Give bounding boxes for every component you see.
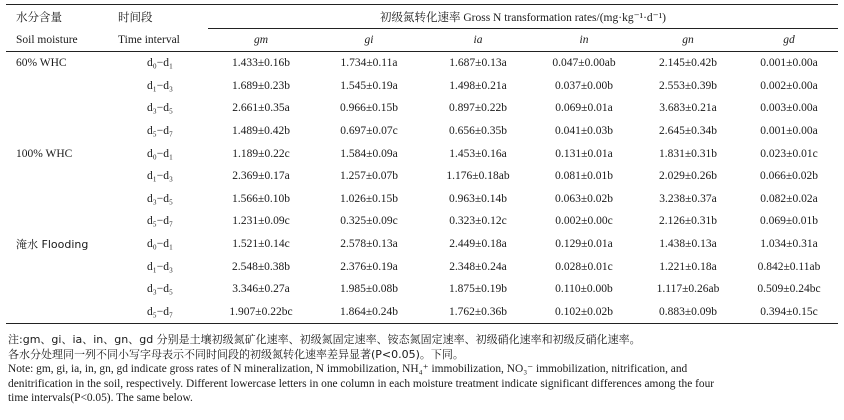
value-cell-ia: 1.687±0.13a bbox=[449, 57, 507, 70]
interval-cell: d₁−d₃ bbox=[146, 79, 173, 92]
table-notes bbox=[8, 333, 836, 406]
value-cell-gd: 0.394±0.15c bbox=[760, 305, 818, 318]
interval-cell: d₀−d₁ bbox=[146, 147, 173, 160]
moisture-cell bbox=[6, 75, 112, 98]
value-cell-gi: 1.545±0.19a bbox=[340, 79, 398, 92]
note-en-line-1: Note: gm, gi, ia, in, gn, gd indicate gross rates of N mineralization, N immobilization, NH₄⁺ immobilization, NO₃⁻ immobilization, nitrification, and bbox=[8, 363, 688, 376]
value-cell-gm: 1.489±0.42b bbox=[231, 125, 291, 138]
interval-cell: d₃−d₅ bbox=[146, 102, 173, 115]
value-cell-gm: 1.189±0.22c bbox=[232, 147, 290, 160]
value-cell-gi: 1.584±0.09a bbox=[340, 147, 398, 160]
moisture-cell bbox=[6, 97, 112, 120]
table-row bbox=[6, 120, 838, 143]
value-cell-gd: 0.001±0.00a bbox=[760, 57, 818, 70]
value-cell-ia: 0.897±0.22b bbox=[448, 102, 508, 115]
header-time-interval-en: Time interval bbox=[118, 33, 180, 46]
value-cell-gm: 1.521±0.14c bbox=[232, 238, 290, 251]
header-group-title: 初级氮转化速率 Gross N transformation rates/(mg·kg⁻¹·d⁻¹) bbox=[208, 5, 838, 29]
moisture-cell: 60% WHC bbox=[16, 57, 67, 70]
header-gi: gi bbox=[364, 34, 374, 46]
table-row bbox=[6, 97, 838, 120]
value-cell-gm: 1.566±0.10b bbox=[231, 192, 291, 205]
note-zh-line-2: 各水分处理同一列不同小写字母表示不同时间段的初级氮转化速率差异显著(P<0.05)。下同。 bbox=[8, 347, 464, 361]
value-cell-gm: 3.346±0.27a bbox=[232, 283, 290, 296]
header-ia: ia bbox=[473, 34, 483, 46]
value-cell-in: 0.028±0.01c bbox=[555, 260, 613, 273]
value-cell-gi: 1.257±0.07b bbox=[339, 170, 399, 183]
value-cell-ia: 0.323±0.12c bbox=[449, 215, 507, 228]
value-cell-gi: 0.697±0.07c bbox=[340, 125, 398, 138]
table-row bbox=[6, 142, 838, 165]
table-row bbox=[6, 255, 838, 278]
header-gn: gn bbox=[682, 34, 694, 46]
value-cell-ia: 0.963±0.14b bbox=[448, 192, 508, 205]
moisture-cell bbox=[6, 278, 112, 301]
table-row bbox=[6, 188, 838, 211]
value-cell-gn: 2.126±0.31b bbox=[658, 215, 718, 228]
value-cell-gd: 0.069±0.01b bbox=[759, 215, 819, 228]
interval-cell: d₁−d₃ bbox=[146, 170, 173, 183]
interval-cell: d₁−d₃ bbox=[146, 260, 173, 273]
note-en-line-3: time intervals(P<0.05). The same below. bbox=[8, 392, 193, 405]
interval-cell: d₀−d₁ bbox=[146, 57, 173, 70]
value-cell-gn: 3.683±0.21a bbox=[659, 102, 717, 115]
moisture-cell bbox=[6, 165, 112, 188]
value-cell-gm: 2.548±0.38b bbox=[231, 260, 291, 273]
value-cell-gd: 0.002±0.00a bbox=[760, 79, 818, 92]
table-row bbox=[6, 210, 838, 233]
value-cell-ia: 1.875±0.19b bbox=[448, 283, 508, 296]
value-cell-in: 0.002±0.00c bbox=[555, 215, 613, 228]
value-cell-gn: 0.883±0.09b bbox=[658, 305, 718, 318]
value-cell-gd: 0.082±0.02a bbox=[760, 192, 818, 205]
value-cell-gd: 0.001±0.00a bbox=[760, 125, 818, 138]
moisture-cell bbox=[6, 301, 112, 324]
table-row bbox=[6, 233, 838, 256]
value-cell-gm: 1.689±0.23b bbox=[231, 79, 291, 92]
data-table bbox=[6, 4, 838, 324]
value-cell-gn: 1.438±0.13a bbox=[659, 238, 717, 251]
moisture-cell bbox=[6, 255, 112, 278]
value-cell-gi: 2.376±0.19a bbox=[340, 260, 398, 273]
value-cell-in: 0.069±0.01a bbox=[555, 102, 613, 115]
moisture-cell bbox=[6, 188, 112, 211]
header-soil-moisture-en: Soil moisture bbox=[16, 33, 78, 46]
value-cell-gd: 0.003±0.00a bbox=[760, 102, 818, 115]
interval-cell: d₃−d₅ bbox=[146, 283, 173, 296]
interval-cell: d₅−d₇ bbox=[146, 125, 173, 138]
table-row bbox=[6, 301, 838, 324]
value-cell-ia: 2.449±0.18a bbox=[449, 238, 507, 251]
value-cell-gn: 1.831±0.31b bbox=[658, 147, 718, 160]
moisture-cell bbox=[6, 210, 112, 233]
value-cell-gn: 2.145±0.42b bbox=[658, 57, 718, 70]
interval-cell: d₅−d₇ bbox=[146, 215, 173, 228]
moisture-cell: 100% WHC bbox=[16, 147, 73, 160]
value-cell-gm: 1.231±0.09c bbox=[232, 215, 290, 228]
value-cell-in: 0.041±0.03b bbox=[554, 125, 614, 138]
value-cell-in: 0.047±0.00ab bbox=[552, 57, 616, 70]
value-cell-gd: 0.066±0.02b bbox=[759, 170, 819, 183]
value-cell-gn: 2.645±0.34b bbox=[658, 125, 718, 138]
value-cell-gi: 2.578±0.13a bbox=[340, 238, 398, 251]
table-row bbox=[6, 75, 838, 98]
value-cell-ia: 1.453±0.16a bbox=[449, 147, 507, 160]
value-cell-gi: 1.985±0.08b bbox=[339, 283, 399, 296]
value-cell-ia: 0.656±0.35b bbox=[448, 125, 508, 138]
header-time-interval-zh: 时间段 bbox=[118, 9, 153, 24]
table-row bbox=[6, 165, 838, 188]
value-cell-gn: 2.553±0.39b bbox=[658, 79, 718, 92]
note-zh-line-1: 注:gm、gi、ia、in、gn、gd 分别是土壤初级氮矿化速率、初级氮固定速率、铵态氮固定速率、初级硝化速率和初级反硝化速率。 bbox=[8, 333, 641, 346]
header-soil-moisture-zh: 水分含量 bbox=[16, 9, 62, 24]
value-cell-gi: 1.864±0.24b bbox=[339, 305, 399, 318]
value-cell-gd: 0.023±0.01c bbox=[760, 147, 818, 160]
value-cell-ia: 1.176±0.18ab bbox=[446, 170, 510, 183]
value-cell-in: 0.063±0.02b bbox=[554, 192, 614, 205]
value-cell-gm: 2.369±0.17a bbox=[232, 170, 290, 183]
value-cell-ia: 2.348±0.24a bbox=[449, 260, 507, 273]
value-cell-gm: 2.661±0.35a bbox=[232, 102, 290, 115]
value-cell-gn: 2.029±0.26b bbox=[658, 170, 718, 183]
value-cell-ia: 1.498±0.21a bbox=[449, 79, 507, 92]
value-cell-gd: 0.842±0.11ab bbox=[757, 260, 821, 273]
value-cell-in: 0.102±0.02b bbox=[554, 305, 614, 318]
value-cell-in: 0.129±0.01a bbox=[555, 238, 613, 251]
note-en-line-2: denitrification in the soil, respectively. Different lowercase letters in one column in each moisture treatment indicate significant differences among the four bbox=[8, 377, 715, 390]
value-cell-gm: 1.433±0.16b bbox=[231, 57, 291, 70]
value-cell-gi: 1.734±0.11a bbox=[340, 57, 398, 70]
value-cell-gm: 1.907±0.22bc bbox=[229, 305, 293, 318]
interval-cell: d₃−d₅ bbox=[146, 192, 173, 205]
interval-cell: d₅−d₇ bbox=[146, 305, 173, 318]
value-cell-in: 0.131±0.01a bbox=[555, 147, 613, 160]
value-cell-gn: 3.238±0.37a bbox=[659, 192, 717, 205]
value-cell-gn: 1.117±0.26ab bbox=[656, 283, 720, 296]
moisture-cell bbox=[6, 120, 112, 143]
value-cell-gd: 0.509±0.24bc bbox=[757, 283, 821, 296]
table-row bbox=[6, 52, 838, 75]
header-in: in bbox=[579, 34, 589, 46]
value-cell-gi: 0.966±0.15b bbox=[339, 102, 399, 115]
value-cell-in: 0.037±0.00b bbox=[554, 79, 614, 92]
value-cell-gd: 1.034±0.31a bbox=[760, 238, 818, 251]
value-cell-gi: 0.325±0.09c bbox=[340, 215, 398, 228]
value-cell-gn: 1.221±0.18a bbox=[659, 260, 717, 273]
table-row bbox=[6, 278, 838, 301]
interval-cell: d₀−d₁ bbox=[146, 238, 173, 251]
moisture-cell: 淹水 Flooding bbox=[16, 238, 89, 252]
value-cell-in: 0.110±0.00b bbox=[555, 283, 613, 296]
value-cell-gi: 1.026±0.15b bbox=[339, 192, 399, 205]
value-cell-in: 0.081±0.01b bbox=[554, 170, 614, 183]
header-gd: gd bbox=[783, 34, 795, 46]
header-gm: gm bbox=[253, 34, 269, 46]
table-body bbox=[6, 52, 838, 324]
value-cell-ia: 1.762±0.36b bbox=[448, 305, 508, 318]
